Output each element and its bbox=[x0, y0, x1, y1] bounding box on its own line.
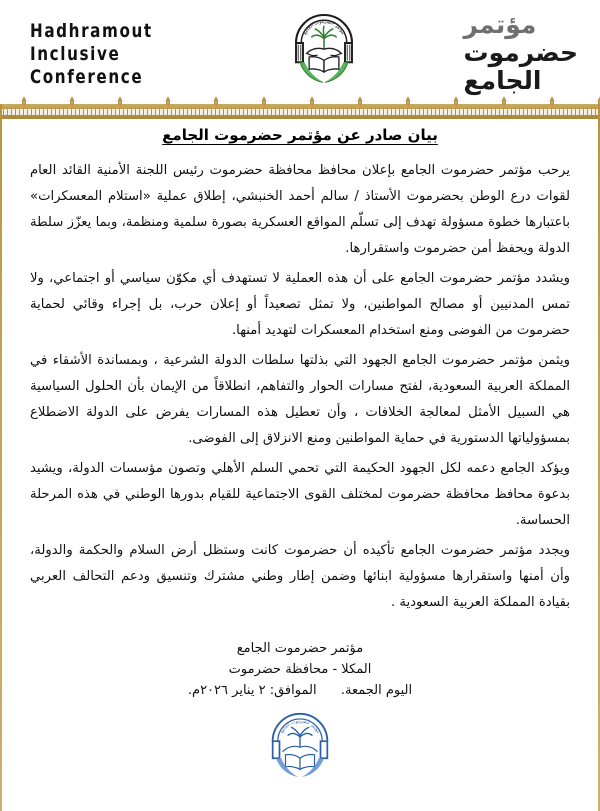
arabic-logotype-line-2: حضرموت bbox=[463, 37, 578, 67]
document-header bbox=[0, 0, 600, 104]
arabic-logotype-line-1: مؤتمر bbox=[463, 9, 537, 39]
signature-date-line bbox=[30, 680, 570, 701]
conference-emblem-icon bbox=[280, 8, 368, 92]
svg-text:مؤتمر حضرموت الجامع: مؤتمر حضرموت الجامع bbox=[302, 19, 345, 36]
signature-day: اليوم الجمعة. bbox=[340, 683, 413, 698]
statement-paragraph: يرحب مؤتمر حضرموت الجامع بإعلان محافظ محافظة حضرموت رئيس اللجنة الأمنية القائد العام لقوات درع الوطن بحضرموت الأستاذ / سالم أحمد الخنبشي، إطلاق عملية «استلام المعسكرات» باعتبارها خطوة مسؤولة تهدف إلى تسلّم المواقع العسكرية بصورة سلمية ومنظمة، وبما يعزّز سلطة الدولة ويحفظ أمن حضرموت واستقرارها. bbox=[30, 163, 570, 256]
signature-block bbox=[30, 638, 570, 789]
signature-organization: مؤتمر حضرموت الجامع bbox=[236, 641, 364, 656]
statement-paragraph: ويؤكد الجامع دعمه لكل الجهود الحكيمة التي تحمي السلم الأهلي وتصون مؤسسات الدولة، ويشيد بدعوة محافظ محافظة حضرموت لمختلف القوى الاجتماعية للقيام بدورها الوطني في هذه المرحلة الحساسة. bbox=[30, 461, 570, 528]
arabic-logotype-line-3: الجامع bbox=[463, 65, 542, 95]
english-logotype-line-3: Conference bbox=[30, 66, 144, 88]
signature-date-value: ٢ يناير ٢٠٢٦م. bbox=[187, 683, 266, 698]
signature-date-label: الموافق: bbox=[269, 683, 317, 698]
statement-paragraph: ويشدد مؤتمر حضرموت الجامع على أن هذه العملية لا تستهدف أي مكوّن سياسي أو اجتماعي، ولا تمس المدنيين أو مصالح المواطنين، ولا تمثل تصعيداً أو إعلان حرب، بل إجراء وقائي لحماية حضرموت من الفوضى ومنع استخدام المعسكرات لتهديد أمنها. bbox=[30, 271, 570, 338]
official-stamp-icon bbox=[257, 707, 343, 789]
arabic-logotype bbox=[464, 11, 586, 94]
statement-paragraph: ويثمن مؤتمر حضرموت الجامع الجهود التي بذلتها سلطات الدولة الشرعية ، وبمساندة الأشقاء في المملكة العربية السعودية، لفتح مسارات الحوار والتفاهم، انطلاقاً من الإيمان بأن الحلول السياسية هي السبيل الأمثل لمعالجة الخلافات ، وأن تعطيل هذه المسارات يفرض على الدولة الاضطلاع بمسؤولياتها الدستورية في حماية المواطنين ومنع الانزلاق إلى الفوضى. bbox=[30, 353, 570, 446]
svg-text:مؤتمر حضرموت الجامع: مؤتمر حضرموت الجامع bbox=[279, 719, 321, 735]
statement-paragraph: ويجدد مؤتمر حضرموت الجامع تأكيده أن حضرموت كانت وستظل أرض السلام والحكمة والدولة، وأن أمنها واستقرارها مسؤولية ابنائها وضمن إطار وطني مشترك وتنسيق ودعم التحالف العربي بقيادة المملكة العربية السعودية . bbox=[30, 543, 570, 610]
page-title: بيان صادر عن مؤتمر حضرموت الجامع bbox=[162, 126, 438, 144]
conference-emblem bbox=[278, 6, 370, 94]
signature-location: المكلا - محافظة حضرموت bbox=[228, 662, 372, 677]
english-logotype-line-2: Inclusive bbox=[30, 43, 121, 65]
document-body bbox=[0, 104, 600, 789]
english-logotype-line-1: Hadhramout bbox=[30, 20, 153, 42]
english-logotype bbox=[14, 17, 184, 87]
official-stamp bbox=[30, 707, 570, 789]
